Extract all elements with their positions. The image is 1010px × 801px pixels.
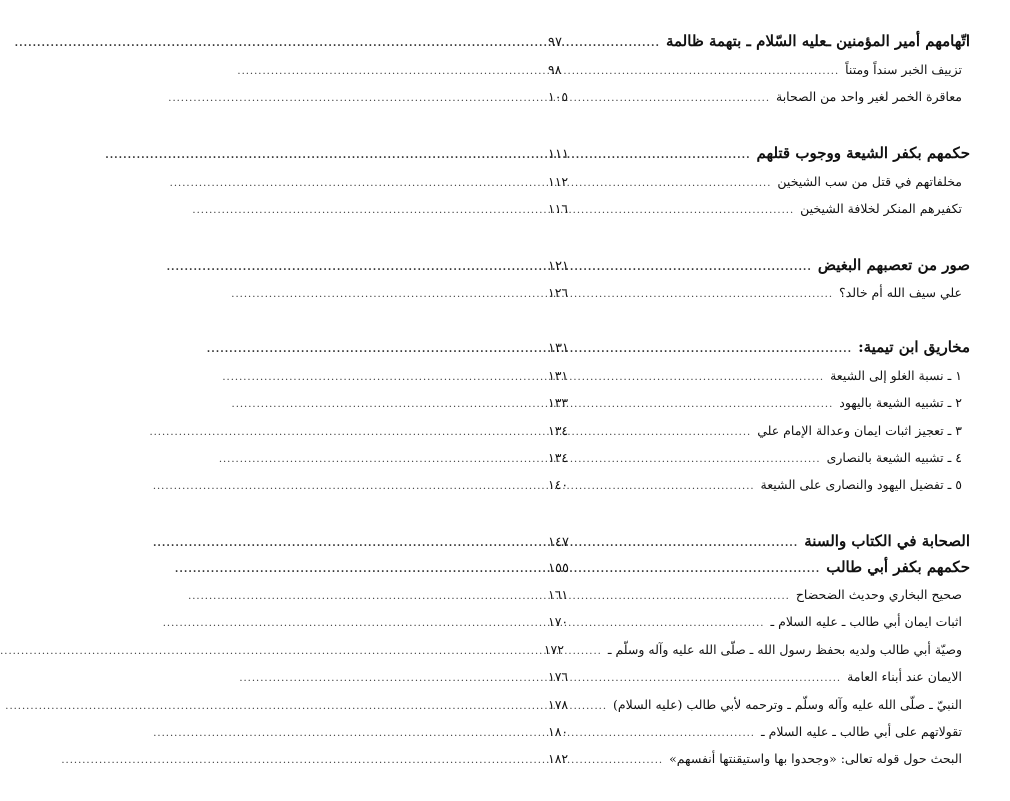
toc-entry-title: ٣ ـ تعجيز اثبات ايمان وعدالة الإمام علي <box>757 423 962 438</box>
toc-entry <box>548 477 970 492</box>
leader-dots <box>586 587 790 602</box>
leader-dots <box>586 697 607 712</box>
toc-entry-title: صور من تعصبهم البغيض <box>817 256 970 274</box>
toc-entry-title: اتّهامهم أمير المؤمنين ـعليه السّلام ـ بتهمة ظالمة <box>665 32 970 50</box>
leader-dots <box>586 32 660 50</box>
toc-entry-title: تكفيرهم المنكر لخلافة الشيخين <box>800 201 962 216</box>
toc-entry-page: ١٢٦ <box>548 285 569 300</box>
toc-entry-title: ٥ ـ تفضيل اليهود والنصارى على الشيعة <box>760 477 962 492</box>
toc-entry-title: حكمهم بكفر أبي طالب <box>826 558 970 576</box>
toc-entry-page: ١٠٥ <box>548 89 569 104</box>
toc-entry <box>548 89 970 104</box>
leader-dots <box>586 368 824 383</box>
toc-entry-title: علي سيف الله أم خالد؟ <box>839 285 962 300</box>
toc-entry-title: الصحابة في الكتاب والسنة <box>804 532 970 550</box>
toc-entry <box>548 532 970 550</box>
toc-entry-page: ١٧٠ <box>548 614 569 629</box>
toc-entry <box>548 423 970 438</box>
toc-entry-title: حكمهم بكفر الشيعة ووجوب قتلهم <box>756 144 970 162</box>
toc-entry-title: وصيّة أبي طالب ولديه بحفظ رسول الله ـ صلّى الله عليه وآله وسلّم ـ <box>607 642 962 657</box>
toc-entry <box>548 614 970 629</box>
leader-dots <box>586 285 833 300</box>
toc-entry-title: تزييف الخبر سنداً ومتناً <box>845 62 962 77</box>
toc-entry <box>548 201 970 216</box>
leader-dots <box>586 614 764 629</box>
toc-entry-title: مخلفاتهم في قتل من سب الشيخين <box>777 174 962 189</box>
leader-dots <box>586 338 852 356</box>
toc-entry-page: ٩٧ <box>548 35 562 50</box>
toc-entry-title: الايمان عند أبناء العامة <box>847 669 962 684</box>
leader-dots <box>586 724 755 739</box>
leader-dots <box>586 62 839 77</box>
toc-entry-title: مخاريق ابن تيمية: <box>858 338 970 356</box>
toc-entry-page: ١٤٠ <box>548 477 569 492</box>
leader-dots <box>586 256 812 274</box>
toc-entry-title: صحيح البخاري وحديث الضحضاح <box>795 587 962 602</box>
toc-entry-page: ١٧٢ <box>543 642 564 657</box>
toc-entry <box>548 558 970 576</box>
leader-dots <box>586 174 771 189</box>
leader-dots <box>586 395 833 410</box>
toc-entry-page: ١٥٥ <box>548 561 569 576</box>
toc-entry <box>548 32 970 50</box>
toc-entry-title: البحث حول قوله تعالى: «وجحدوا بها واستيقنتها أنفسهم» <box>669 751 962 766</box>
toc-entry <box>548 285 970 300</box>
toc-entry-page: ١٤٧ <box>548 535 569 550</box>
toc-entry-page: ١٢١ <box>548 259 569 274</box>
toc-entry-page: ١٨٢ <box>548 751 569 766</box>
toc-entry-title: النبيّ ـ صلّى الله عليه وآله وسلّم ـ وترحمه لأبي طالب (عليه السلام) <box>613 697 962 712</box>
toc-entry-page: ١١٦ <box>548 201 569 216</box>
toc-entry-page: ٩٨ <box>548 62 562 77</box>
toc-entry-title: اثبات ايمان أبي طالب ـ عليه السلام ـ <box>770 614 962 629</box>
toc-entry-page: ١١٢ <box>548 174 569 189</box>
toc-entry-page: ١٣١ <box>548 368 569 383</box>
toc-entry <box>548 697 970 712</box>
leader-dots <box>586 532 798 550</box>
leader-dots <box>586 144 751 162</box>
toc-entry-page: ١٦١ <box>548 587 569 602</box>
leader-dots <box>586 477 755 492</box>
toc-entry <box>548 62 970 77</box>
leader-dots <box>586 89 770 104</box>
toc-entry-title: ٢ ـ تشبيه الشيعة باليهود <box>839 395 962 410</box>
toc-entry-title: ١ ـ نسبة الغلو إلى الشيعة <box>830 368 962 383</box>
toc-entry <box>548 450 970 465</box>
toc-entry <box>548 368 970 383</box>
toc-entry-title: تقولاتهم على أبي طالب ـ عليه السلام ـ <box>760 724 962 739</box>
leader-dots <box>582 642 602 657</box>
toc-entry-page: ١٣٤ <box>548 450 569 465</box>
toc-page <box>510 0 1010 801</box>
toc-entry <box>548 669 970 684</box>
toc-entry-page: ١٧٨ <box>548 697 569 712</box>
toc-entry-page: ١٣٤ <box>548 423 569 438</box>
toc-entry <box>548 587 970 602</box>
toc-entry-page: ١٧٦ <box>548 669 569 684</box>
toc-entry-title: ٤ ـ تشبيه الشيعة بالنصارى <box>826 450 962 465</box>
toc-entry <box>548 338 970 356</box>
toc-entry-page: ١٨٠ <box>548 724 569 739</box>
leader-dots <box>586 201 794 216</box>
toc-entry-page: ١٣٣ <box>548 395 569 410</box>
toc-entry-page: ١٣١ <box>548 341 569 356</box>
toc-entry <box>543 642 970 657</box>
leader-dots <box>586 450 821 465</box>
toc-entry <box>548 395 970 410</box>
leader-dots <box>586 669 841 684</box>
toc-entry <box>548 174 970 189</box>
toc-entry <box>548 144 970 162</box>
toc-entry <box>548 724 970 739</box>
leader-dots <box>586 423 751 438</box>
toc-entry <box>548 256 970 274</box>
leader-dots <box>586 751 663 766</box>
toc-entry-page: ١١١ <box>548 147 569 162</box>
leader-dots <box>586 558 820 576</box>
toc-entry-title: معاقرة الخمر لغير واحد من الصحابة <box>776 89 962 104</box>
toc-entry <box>548 751 970 766</box>
